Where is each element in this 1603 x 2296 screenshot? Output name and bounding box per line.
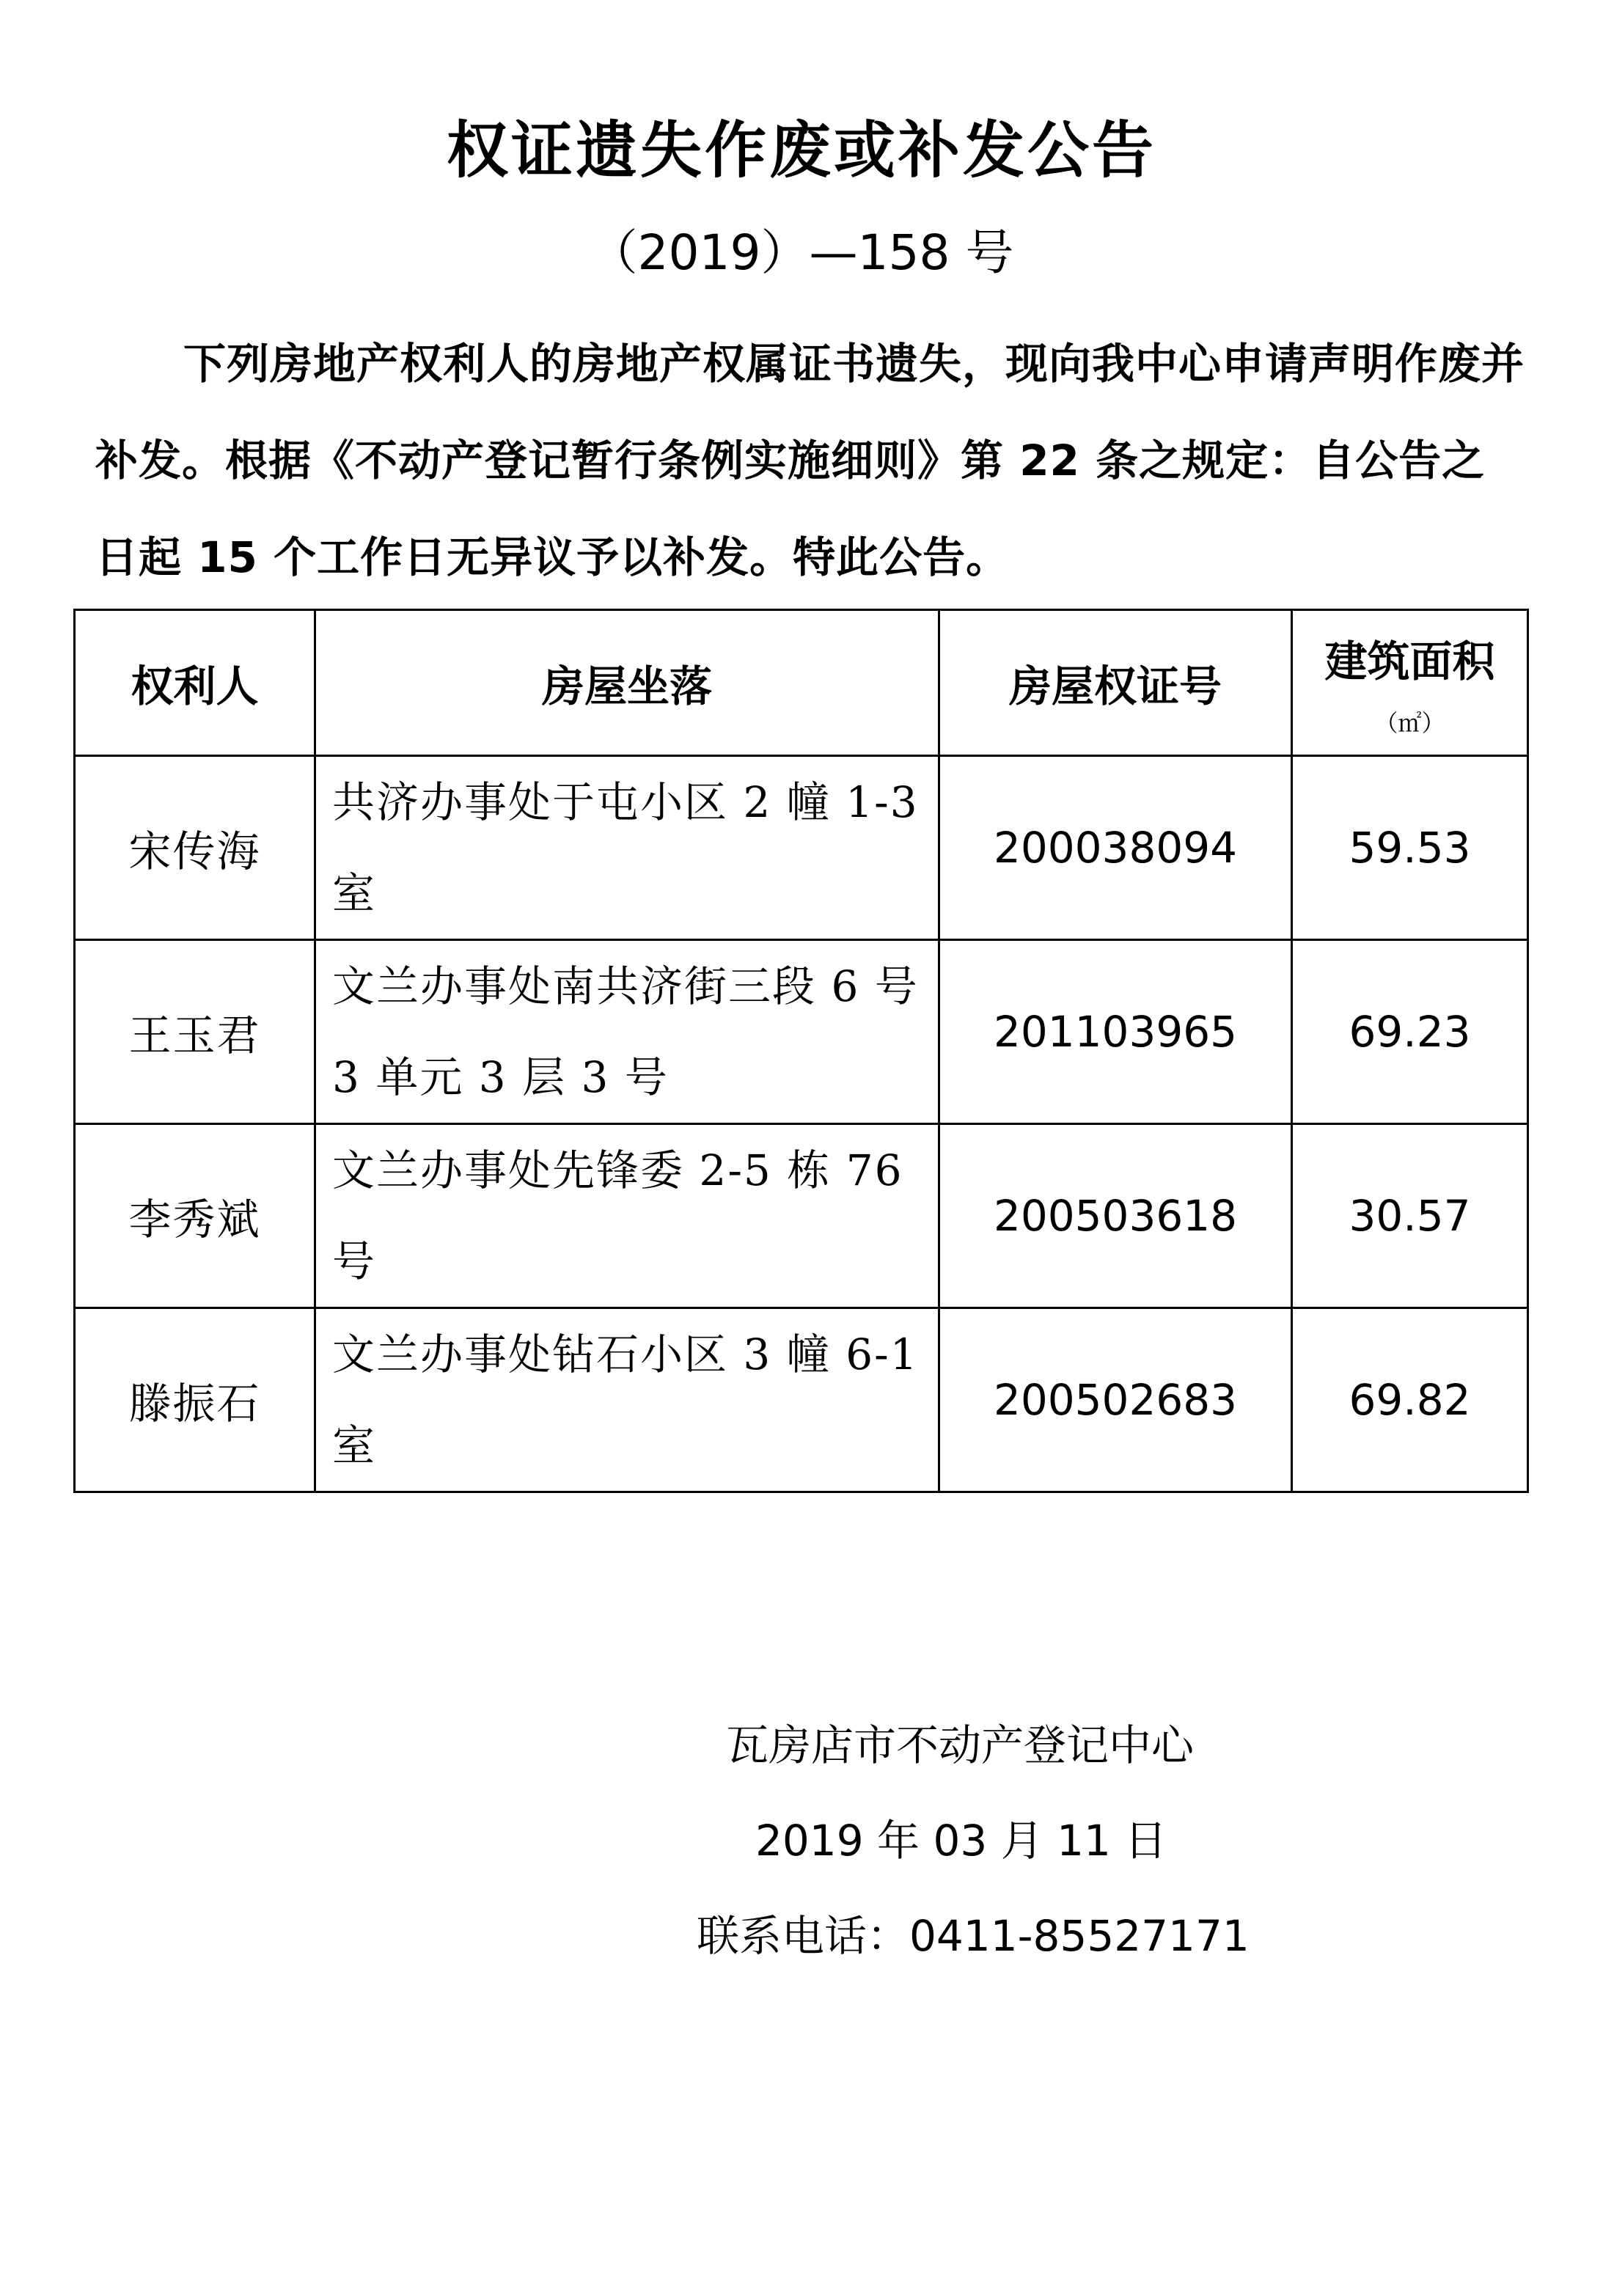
table-row xyxy=(75,1308,1528,1492)
header-area-label: 建筑面积 xyxy=(1324,637,1495,686)
header-area-unit: （㎡） xyxy=(1374,709,1445,737)
cell-area: 59.53 xyxy=(1292,756,1528,940)
table-row xyxy=(75,1124,1528,1308)
cell-cert-no: 201103965 xyxy=(939,940,1292,1124)
cell-address: 共济办事处于屯小区 2 幢 1-3 室 xyxy=(315,756,939,940)
cell-holder: 李秀斌 xyxy=(75,1124,315,1308)
cell-area: 69.82 xyxy=(1292,1308,1528,1492)
table-row xyxy=(75,940,1528,1124)
cell-address: 文兰办事处先锋委 2-5 栋 76 号 xyxy=(315,1124,939,1308)
issue-date: 2019 年 03 月 11 日 xyxy=(755,1816,1167,1866)
intro-paragraph xyxy=(95,315,1525,606)
contact-phone: 联系电话：0411-85527171 xyxy=(697,1911,1250,1961)
cell-cert-no: 200502683 xyxy=(939,1308,1292,1492)
cell-area: 69.23 xyxy=(1292,940,1528,1124)
header-area xyxy=(1292,610,1528,756)
cell-holder: 滕振石 xyxy=(75,1308,315,1492)
cell-holder: 王玉君 xyxy=(75,940,315,1124)
cell-address: 文兰办事处钻石小区 3 幢 6-1 室 xyxy=(315,1308,939,1492)
header-holder: 权利人 xyxy=(75,610,315,756)
cell-cert-no: 200503618 xyxy=(939,1124,1292,1308)
cell-holder: 宋传海 xyxy=(75,756,315,940)
issuing-organization: 瓦房店市不动产登记中心 xyxy=(726,1720,1195,1770)
intro-text: 下列房地产权利人的房地产权属证书遗失，现向我中心申请声明作废并补发。根据《不动产登记暂行条例实施细则》第 22 条之规定：自公告之日起 15 个工作日无异议予以补发。特此公告。 xyxy=(95,339,1525,582)
cell-area: 30.57 xyxy=(1292,1124,1528,1308)
cell-cert-no: 200038094 xyxy=(939,756,1292,940)
cell-address: 文兰办事处南共济街三段 6 号 3 单元 3 层 3 号 xyxy=(315,940,939,1124)
notice-title: 权证遗失作废或补发公告 xyxy=(446,114,1156,186)
header-cert-no: 房屋权证号 xyxy=(939,610,1292,756)
table-row xyxy=(75,756,1528,940)
table-header-row xyxy=(75,610,1528,756)
document-number: （2019）—158 号 xyxy=(589,224,1014,281)
header-address: 房屋坐落 xyxy=(315,610,939,756)
records-table xyxy=(73,609,1529,1493)
